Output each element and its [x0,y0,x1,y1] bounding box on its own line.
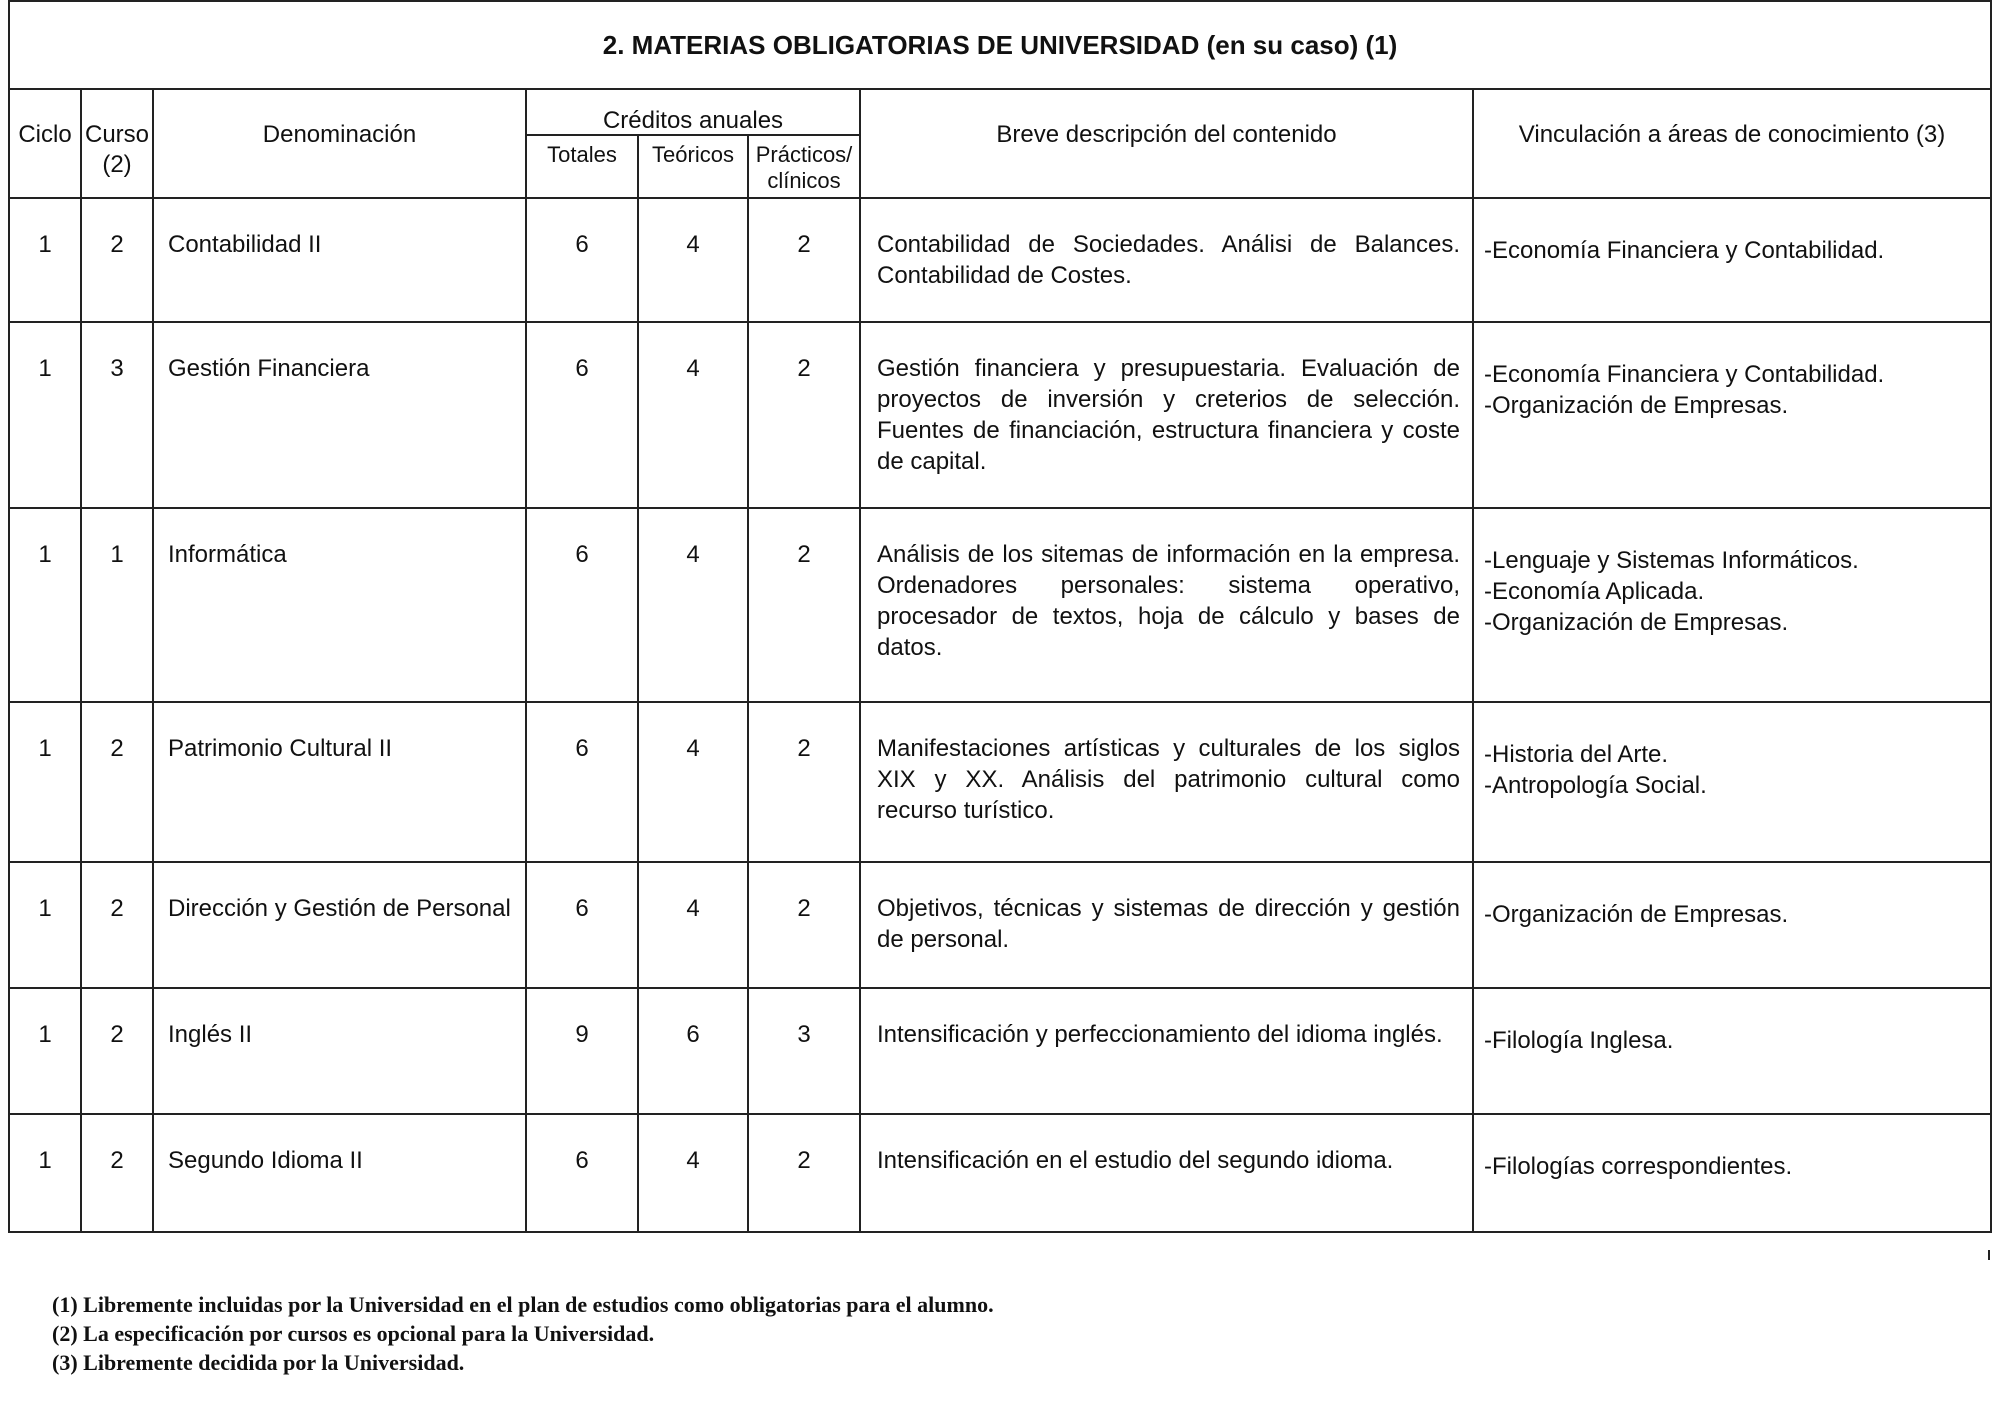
table-edge-mark [1988,1250,1990,1260]
area-item: -Filología Inglesa. [1484,1027,1674,1054]
area-item: -Organización de Empresas. [1484,609,1789,636]
header-descripcion: Breve descripción del contenido [860,89,1473,198]
cell-teoricos: 4 [638,1114,748,1232]
table-row [9,702,1991,862]
cell-descripcion: Objetivos, técnicas y sistemas de dirección y gestión de personal. [860,862,1473,988]
cell-curso: 2 [81,988,153,1114]
cell-practicos: 2 [748,702,860,862]
cell-curso: 2 [81,862,153,988]
footnote-3: (3) Libremente decidida por la Universidad. [52,1350,465,1375]
header-curso: Curso (2) [81,89,153,198]
table-row [9,862,1991,988]
table-row [9,322,1991,508]
cell-teoricos: 4 [638,862,748,988]
cell-totales: 6 [526,1114,638,1232]
cell-denominacion: Contabilidad II [153,198,526,322]
table-row [9,508,1991,702]
cell-descripcion: Manifestaciones artísticas y culturales de los siglos XIX y XX. Análisis del patrimonio cultural como recurso turístico. [860,702,1473,862]
cell-totales: 6 [526,508,638,702]
cell-denominacion: Inglés II [153,988,526,1114]
area-item: -Organización de Empresas. [1484,392,1789,419]
cell-denominacion: Patrimonio Cultural II [153,702,526,862]
cell-ciclo: 1 [9,862,81,988]
area-item: -Antropología Social. [1484,772,1707,799]
cell-vinculacion [1473,508,1991,702]
cell-denominacion: Segundo Idioma II [153,1114,526,1232]
header-totales: Totales [526,135,638,198]
cell-practicos: 2 [748,322,860,508]
area-item: -Lenguaje y Sistemas Informáticos. [1484,547,1859,574]
cell-practicos: 2 [748,508,860,702]
cell-curso: 3 [81,322,153,508]
cell-ciclo: 1 [9,198,81,322]
cell-practicos: 2 [748,1114,860,1232]
cell-vinculacion [1473,988,1991,1114]
header-practicos: Prácticos/ clínicos [748,135,860,198]
cell-ciclo: 1 [9,508,81,702]
cell-vinculacion [1473,862,1991,988]
cell-ciclo: 1 [9,1114,81,1232]
cell-practicos: 2 [748,198,860,322]
document-sheet [8,0,1990,1233]
cell-teoricos: 4 [638,508,748,702]
area-item: -Filologías correspondientes. [1484,1153,1793,1180]
cell-denominacion: Dirección y Gestión de Personal [153,862,526,988]
cell-vinculacion [1473,322,1991,508]
cell-descripcion: Intensificación en el estudio del segundo idioma. [860,1114,1473,1232]
area-item: -Economía Financiera y Contabilidad. [1484,237,1885,264]
cell-teoricos: 4 [638,198,748,322]
header-vinculacion: Vinculación a áreas de conocimiento (3) [1473,89,1991,198]
cell-descripcion: Análisis de los sitemas de información en la empresa. Ordenadores personales: sistema operativo, procesador de textos, hoja de cálculo y bases de datos. [860,508,1473,702]
cell-curso: 2 [81,198,153,322]
table-title: 2. MATERIAS OBLIGATORIAS DE UNIVERSIDAD (en su caso) (1) [9,1,1991,89]
cell-curso: 2 [81,1114,153,1232]
cell-totales: 6 [526,322,638,508]
cell-denominacion: Gestión Financiera [153,322,526,508]
area-item: -Economía Financiera y Contabilidad. [1484,361,1885,388]
area-item: -Organización de Empresas. [1484,901,1789,928]
cell-totales: 6 [526,702,638,862]
cell-curso: 2 [81,702,153,862]
header-teoricos: Teóricos [638,135,748,198]
subjects-table [8,0,1992,1233]
header-denominacion: Denominación [153,89,526,198]
table-row [9,198,1991,322]
cell-totales: 9 [526,988,638,1114]
header-ciclo: Ciclo [9,89,81,198]
cell-ciclo: 1 [9,702,81,862]
header-creditos-anuales: Créditos anuales [526,89,860,135]
table-body [9,198,1991,1232]
cell-vinculacion [1473,702,1991,862]
table-row [9,988,1991,1114]
area-item: -Economía Aplicada. [1484,578,1705,605]
footnote-1: (1) Libremente incluidas por la Universidad en el plan de estudios como obligatorias para el alumno. [52,1292,994,1317]
cell-practicos: 2 [748,862,860,988]
cell-teoricos: 4 [638,322,748,508]
cell-teoricos: 6 [638,988,748,1114]
footnote-2: (2) La especificación por cursos es opcional para la Universidad. [52,1321,655,1346]
cell-descripcion: Intensificación y perfeccionamiento del idioma inglés. [860,988,1473,1114]
cell-vinculacion [1473,1114,1991,1232]
cell-ciclo: 1 [9,988,81,1114]
table-row [9,1114,1991,1232]
footnotes [52,1290,994,1377]
cell-totales: 6 [526,198,638,322]
cell-curso: 1 [81,508,153,702]
cell-ciclo: 1 [9,322,81,508]
area-item: -Historia del Arte. [1484,741,1669,768]
cell-descripcion: Contabilidad de Sociedades. Análisi de Balances. Contabilidad de Costes. [860,198,1473,322]
cell-denominacion: Informática [153,508,526,702]
cell-teoricos: 4 [638,702,748,862]
cell-descripcion: Gestión financiera y presupuestaria. Evaluación de proyectos de inversión y creterios de selección. Fuentes de financiación, estructura financiera y coste de capital. [860,322,1473,508]
cell-practicos: 3 [748,988,860,1114]
cell-totales: 6 [526,862,638,988]
cell-vinculacion [1473,198,1991,322]
